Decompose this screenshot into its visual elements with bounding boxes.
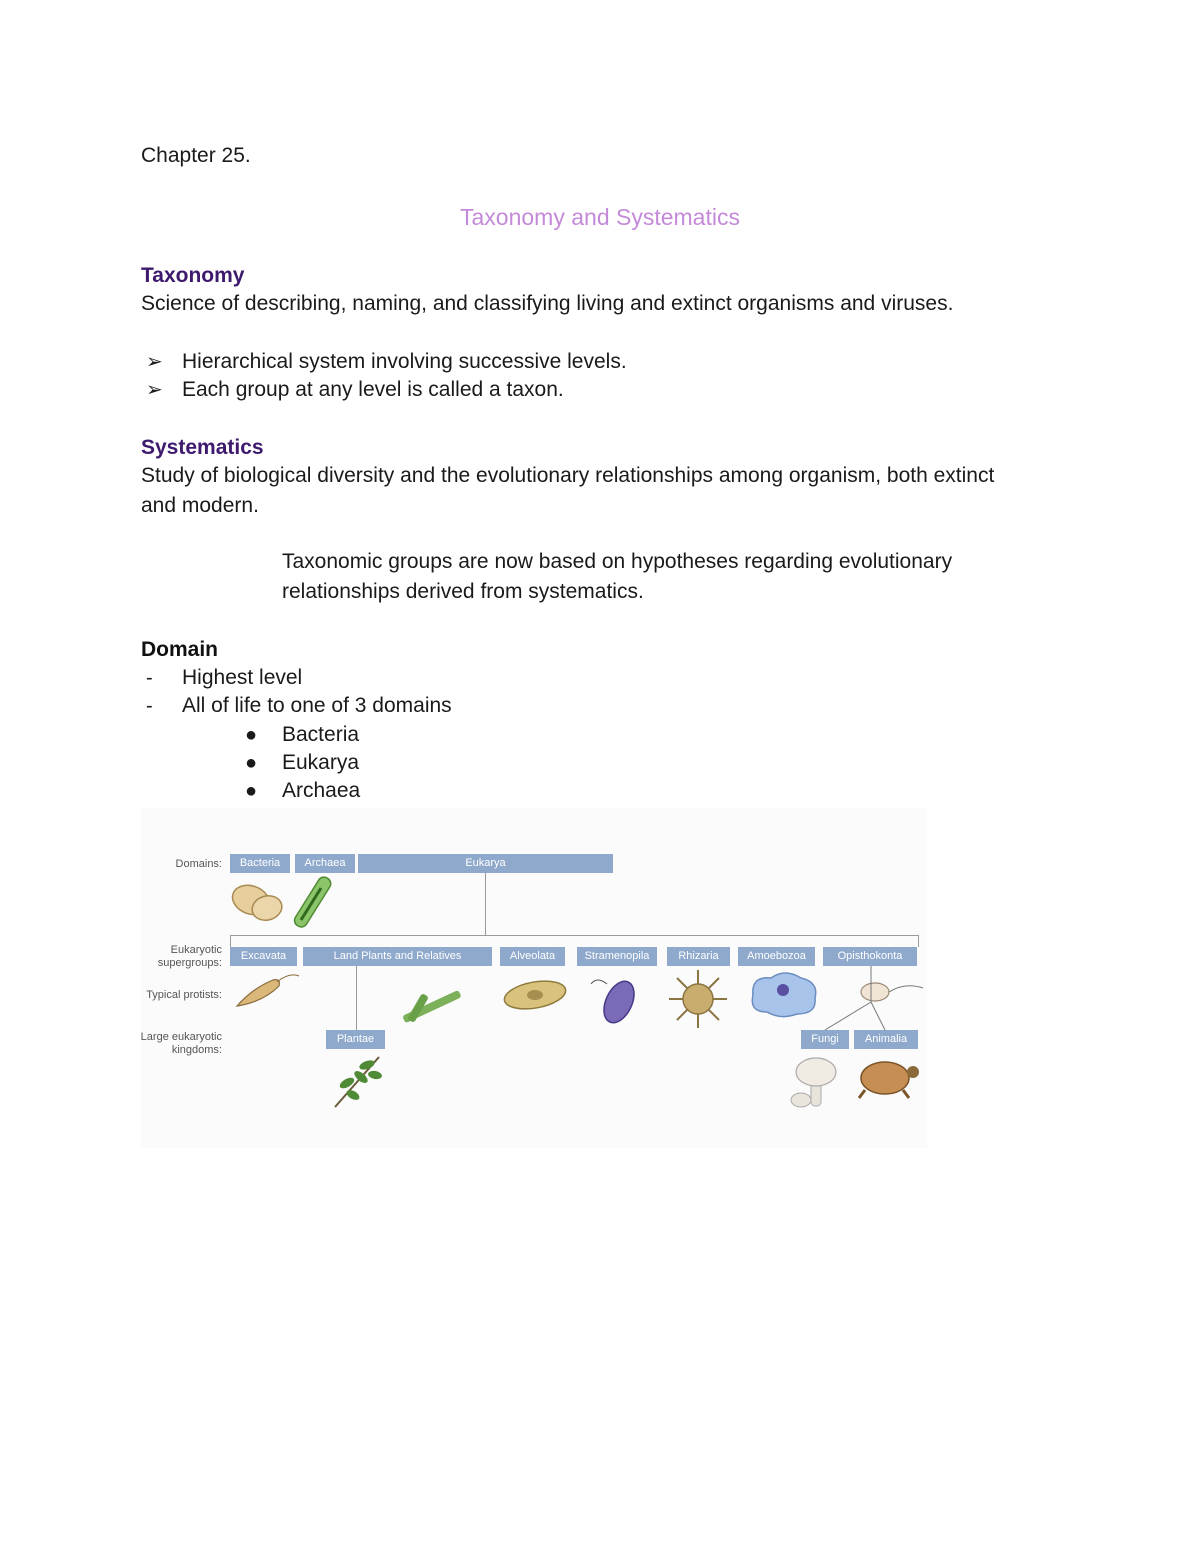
arrow-bullet-icon: ➢ [146,351,163,373]
supergroup-alveolata: Alveolata [500,947,565,966]
amoebozoa-illustration [745,970,821,1020]
archaea-illustration [287,876,337,934]
domain-box-archaea: Archaea [295,854,355,873]
land-plant-relative-illustration [396,983,466,1028]
systematics-definition: Study of biological diversity and the evolutionary relationships among organism, both extinct [141,464,995,487]
bacteria-illustration [229,878,289,928]
dot-bullet-icon: ● [245,752,258,774]
row-label-supergroups-cont: supergroups: [157,957,222,969]
domain-point: Highest level [182,666,303,689]
row-label-domains: Domains: [175,858,222,870]
domain-item: Archaea [282,779,361,802]
domain-point: All of life to one of 3 domains [182,694,452,717]
systematics-heading: Systematics [141,436,264,459]
animalia-illustration [853,1054,923,1102]
plantae-illustration [329,1051,387,1111]
stramenopila-illustration [587,970,647,1028]
rhizaria-illustration [667,968,729,1030]
fungi-illustration [787,1052,845,1114]
dot-bullet-icon: ● [245,780,258,802]
kingdom-animalia: Animalia [854,1030,918,1049]
opisthokonta-branches [821,966,921,1032]
alveolata-illustration [501,976,569,1014]
supergroup-rhizaria: Rhizaria [667,947,730,966]
taxonomy-point: Each group at any level is called a taxon. [182,378,564,401]
excavata-illustration [233,968,301,1010]
dash-bullet: - [146,695,153,717]
supergroup-opisthokonta: Opisthokonta [823,947,917,966]
supergroup-land-plants: Land Plants and Relatives [303,947,492,966]
row-label-kingdoms-cont: kingdoms: [171,1044,222,1056]
dash-bullet: - [146,667,153,689]
systematics-note: Taxonomic groups are now based on hypotheses regarding evolutionary [282,550,953,573]
systematics-definition-cont: and modern. [141,494,259,517]
supergroup-amoebozoa: Amoebozoa [738,947,815,966]
domain-item: Bacteria [282,723,360,746]
eukarya-stem [485,873,486,935]
plantae-stem [356,966,357,1031]
page-title: Taxonomy and Systematics [460,204,740,230]
domain-box-bacteria: Bacteria [230,854,290,873]
chapter-label: Chapter 25. [141,144,251,167]
row-label-kingdoms: Large eukaryotic [140,1031,222,1043]
row-label-protists: Typical protists: [146,989,222,1001]
arrow-bullet-icon: ➢ [146,379,163,401]
kingdom-plantae: Plantae [326,1030,385,1049]
tree-of-life-figure [141,808,927,1148]
bar-tick-right [918,935,919,947]
supergroup-excavata: Excavata [230,947,297,966]
taxonomy-definition: Science of describing, naming, and classifying living and extinct organisms and viruses. [141,292,954,315]
supergroup-bar [230,935,919,936]
systematics-note-cont: relationships derived from systematics. [282,580,644,603]
row-label-supergroups: Eukaryotic [170,944,222,956]
taxonomy-heading: Taxonomy [141,264,245,287]
domain-box-eukarya: Eukarya [358,854,613,873]
domain-item: Eukarya [282,751,360,774]
supergroup-stramenopila: Stramenopila [577,947,657,966]
bar-tick-left [230,935,231,947]
kingdom-fungi: Fungi [801,1030,849,1049]
taxonomy-point: Hierarchical system involving successive levels. [182,350,627,373]
dot-bullet-icon: ● [245,724,258,746]
domain-heading: Domain [141,638,219,661]
